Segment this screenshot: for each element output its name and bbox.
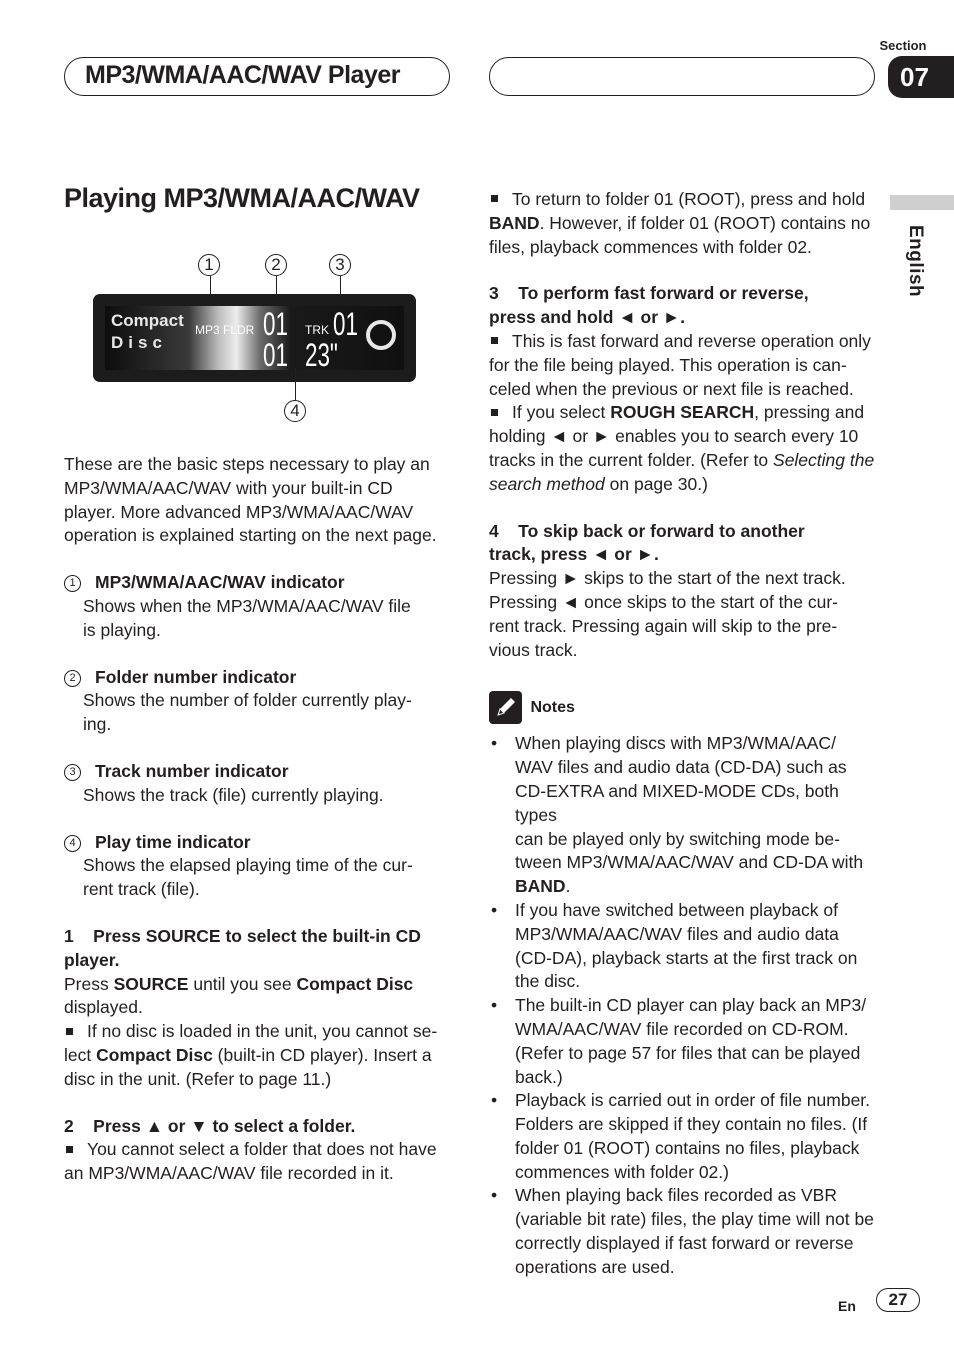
step-3-note-2d: search method on page 30.)	[489, 473, 708, 494]
notes-list	[489, 732, 884, 1279]
step-1-instruction: Press SOURCE until you see Compact Disc	[64, 973, 414, 994]
callout-1: 1	[198, 254, 220, 276]
root-note-a: To return to folder 01 (ROOT), press and hold	[489, 188, 884, 212]
section-label: Section	[879, 38, 927, 53]
step-3-note-2a: If you select ROUGH SEARCH, pressing and	[489, 401, 884, 425]
step-3-note-2b: holding ◄ or ► enables you to search every 10	[489, 426, 859, 447]
step-3-note-1c: celed when the previous or next file is reached.	[489, 378, 854, 399]
indicator-2-title: 2 Folder number indicator	[64, 666, 454, 690]
indicator-4-desc-a: Shows the elapsed playing time of the cur-	[83, 855, 413, 876]
step-3-note-1a: This is fast forward and reverse operation only	[489, 330, 884, 354]
root-note-c: files, playback commences with folder 02.	[489, 236, 812, 257]
page-number: 27	[876, 1288, 920, 1312]
lcd-source-line1: Compact	[111, 311, 184, 330]
step-4-text-d: vious track.	[489, 639, 578, 660]
indicator-3-desc: Shows the track (file) currently playing.	[83, 784, 384, 805]
callout-4: 4	[284, 400, 306, 422]
step-4-title-a: 4 To skip back or forward to another	[489, 520, 805, 541]
step-1-title-a: 1 Press SOURCE to select the built-in CD	[64, 925, 421, 946]
note-item: • Playback is carried out in order of file number. Folders are skipped if they contain no files. (If folder 01 (ROOT) contains no files, playback commences with folder 02.)	[489, 1089, 884, 1184]
figure-display-diagram	[90, 250, 420, 425]
lcd-time-seconds: 23"	[305, 337, 338, 373]
lcd-time-minutes: 01	[263, 337, 288, 373]
step-1-instruction-b: displayed.	[64, 997, 143, 1018]
step-2-note-a: You cannot select a folder that does not have	[64, 1138, 454, 1162]
indicator-4-title: 4 Play time indicator	[64, 831, 454, 855]
square-bullet-icon	[491, 337, 498, 344]
square-bullet-icon	[66, 1146, 73, 1153]
root-note-b: BAND. However, if folder 01 (ROOT) contains no	[489, 212, 871, 233]
indicator-1-title: 1 MP3/WMA/AAC/WAV indicator	[64, 571, 454, 595]
lcd-folder-number: 01	[263, 306, 288, 342]
step-4-title-b: track, press ◄ or ►.	[489, 544, 659, 565]
lcd-source-line2: Disc	[111, 333, 167, 352]
footer-language: En	[838, 1298, 856, 1314]
chapter-title: MP3/WMA/AAC/WAV Player	[85, 61, 400, 89]
step-3-note-1b: for the file being played. This operation is can-	[489, 354, 847, 375]
step-1-note-a: If no disc is loaded in the unit, you cannot se-	[64, 1020, 454, 1044]
indicator-3-title: 3 Track number indicator	[64, 760, 454, 784]
step-3-note-2c: tracks in the current folder. (Refer to Selecting the	[489, 449, 875, 470]
side-language-label: English	[905, 225, 926, 298]
step-1-note-c: disc in the unit. (Refer to page 11.)	[64, 1068, 332, 1089]
callout-line-4	[295, 368, 296, 400]
square-bullet-icon	[491, 409, 498, 416]
step-2-note-b: an MP3/WMA/AAC/WAV file recorded in it.	[64, 1163, 394, 1184]
step-3-title-a: 3 To perform fast forward or reverse,	[489, 283, 809, 304]
indicator-4-desc-b: rent track (file).	[83, 879, 200, 900]
indicator-1-desc-b: is playing.	[83, 619, 161, 640]
note-item: • If you have switched between playback of MP3/WMA/AAC/WAV files and audio data (CD-DA), playback starts at the first track on the disc.	[489, 899, 884, 994]
note-item: • The built-in CD player can play back an MP3/ WMA/AAC/WAV file recorded on CD-ROM. (Refer to page 57 for files that can be played back.)	[489, 994, 884, 1089]
lcd-trk-label: TRK	[305, 323, 329, 337]
pencil-icon	[489, 691, 522, 724]
note-item: • When playing discs with MP3/WMA/AAC/ WAV files and audio data (CD-DA) such as CD-EXTRA and MIXED-MODE CDs, both types can be played only by switching mode be- tween MP3/WMA/AAC/WAV and CD-DA with BAND.	[489, 732, 884, 899]
chapter-header	[64, 57, 450, 96]
note-item: • When playing back files recorded as VBR (variable bit rate) files, the play time will not be correctly displayed if fast forward or reverse operations are used.	[489, 1184, 884, 1279]
step-1-note-b: lect Compact Disc (built-in CD player). Insert a	[64, 1044, 432, 1065]
notes-heading: Notes	[489, 691, 884, 724]
lcd-track-number: 01	[333, 306, 358, 342]
step-4-text-b: Pressing ◄ once skips to the start of the cur-	[489, 591, 839, 612]
indicator-1-desc-a: Shows when the MP3/WMA/AAC/WAV file	[83, 595, 411, 616]
callout-3: 3	[329, 254, 351, 276]
header-blank-box	[489, 57, 875, 96]
square-bullet-icon	[66, 1028, 73, 1035]
page-title: Playing MP3/WMA/AAC/WAV	[64, 183, 420, 213]
step-4-text-a: Pressing ► skips to the start of the next track.	[489, 568, 846, 589]
side-tab-bar	[890, 195, 954, 210]
left-column	[64, 453, 454, 1186]
lcd-logo-icon	[366, 320, 396, 350]
section-number-badge: 07	[888, 56, 954, 98]
callout-2: 2	[265, 254, 287, 276]
step-3-title-b: press and hold ◄ or ►.	[489, 307, 686, 328]
square-bullet-icon	[491, 195, 498, 202]
lcd-mode-indicator: MP3 FLDR	[195, 323, 255, 337]
right-column	[489, 188, 884, 1280]
step-2-title: 2 Press ▲ or ▼ to select a folder.	[64, 1115, 356, 1136]
indicator-2-desc-b: ing.	[83, 714, 112, 735]
step-4-text-c: rent track. Pressing again will skip to the pre-	[489, 615, 838, 636]
lcd-display-panel	[93, 294, 416, 382]
indicator-2-desc-a: Shows the number of folder currently play-	[83, 690, 412, 711]
step-1-title-b: player.	[64, 949, 120, 970]
intro-paragraph: These are the basic steps necessary to play an MP3/WMA/AAC/WAV with your built-in CD player. More advanced MP3/WMA/AAC/WAV operation is explained starting on the next page.	[64, 454, 437, 546]
lcd-screen	[105, 306, 404, 373]
